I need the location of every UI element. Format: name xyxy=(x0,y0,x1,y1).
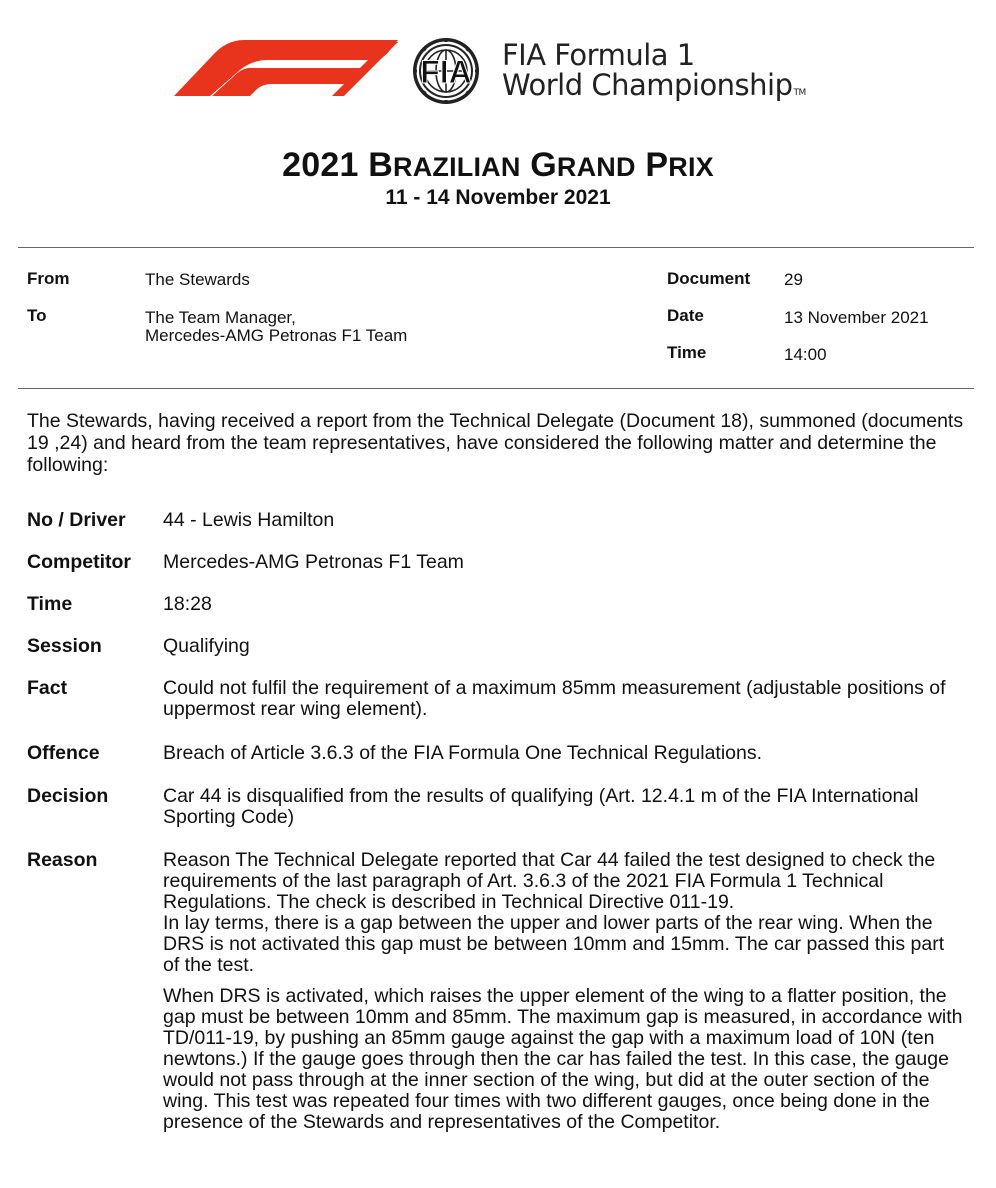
reason-paragraph-2: When DRS is activated, which raises the upper element of the wing to a flatter position, the gap must be between 10mm and 85mm. The maximum gap is measured, in accordance with TD/011-19, by pushing an 85mm gauge against the gap with a maximum load of 10N (ten newtons.) If the gauge goes through then the car has failed the test. In this case, the gauge would not pass through at the inner section of the wing, but did at the outer section of the wing. This test was repeated four times with two different gauges, once being done in the presence of the Stewards and representatives of the Competitor. xyxy=(163,985,963,1133)
incident-time-value: 18:28 xyxy=(163,593,212,615)
header-logo xyxy=(172,36,852,106)
fact-value: Could not fulfil the requirement of a maximum 85mm measurement (adjustable positions of uppermost rear wing element). xyxy=(163,677,946,720)
competitor-value: Mercedes-AMG Petronas F1 Team xyxy=(163,551,464,573)
competitor-label: Competitor xyxy=(27,551,131,573)
to-value-line-1: The Team Manager, xyxy=(145,308,296,327)
document-value: 29 xyxy=(784,270,803,289)
brand-line-2: World Championship xyxy=(502,68,793,102)
from-label: From xyxy=(27,269,70,288)
brand-text xyxy=(502,40,806,108)
decision-value: Car 44 is disqualified from the results of qualifying (Art. 12.4.1 m of the FIA International Sporting Code) xyxy=(163,785,919,828)
document-label: Document xyxy=(667,269,751,288)
fia-badge-icon xyxy=(398,36,496,106)
date-label: Date xyxy=(667,306,704,325)
header-divider-bottom xyxy=(18,388,974,389)
from-value: The Stewards xyxy=(145,270,250,289)
driver-label: No / Driver xyxy=(27,509,126,531)
fia-badge-text: FIA xyxy=(420,54,472,90)
reason-paragraph-1a: Reason The Technical Delegate reported that Car 44 failed the test designed to check the requirements of the last paragraph of Art. 3.6.3 of the 2021 FIA Formula 1 Technical Regulations. The check is described in Technical Directive 011-19. xyxy=(163,849,936,913)
event-dates: 11 - 14 November 2021 xyxy=(385,186,611,209)
fact-label: Fact xyxy=(27,677,68,699)
session-value: Qualifying xyxy=(163,635,250,657)
date-value: 13 November 2021 xyxy=(784,308,929,327)
reason-value xyxy=(163,850,963,1133)
session-label: Session xyxy=(27,635,102,657)
brand-line-1: FIA Formula 1 xyxy=(502,38,695,72)
time-label: Time xyxy=(667,343,707,362)
reason-label: Reason xyxy=(27,849,98,871)
to-label: To xyxy=(27,306,47,325)
f1-logo-icon xyxy=(172,38,398,100)
driver-value: 44 - Lewis Hamilton xyxy=(163,509,335,531)
trademark: TM xyxy=(793,88,806,98)
offence-value: Breach of Article 3.6.3 of the FIA Formula One Technical Regulations. xyxy=(163,742,763,764)
incident-time-label: Time xyxy=(27,593,73,615)
reason-paragraph-1b: In lay terms, there is a gap between the upper and lower parts of the rear wing. When the DRS is not activated this gap must be between 10mm and 15mm. The car passed this part of the test. xyxy=(163,912,945,976)
to-value-line-2: Mercedes-AMG Petronas F1 Team xyxy=(145,326,408,345)
intro-paragraph: The Stewards, having received a report from the Technical Delegate (Document 18), summoned (documents 19 ,24) and heard from the team representatives, have considered the following matter and determine the following: xyxy=(27,410,964,476)
page-title: 2021 BRAZILIAN GRAND PRIX xyxy=(282,146,714,184)
offence-label: Offence xyxy=(27,742,100,764)
decision-label: Decision xyxy=(27,785,109,807)
header-divider-top xyxy=(18,247,974,248)
time-value: 14:00 xyxy=(784,345,827,364)
